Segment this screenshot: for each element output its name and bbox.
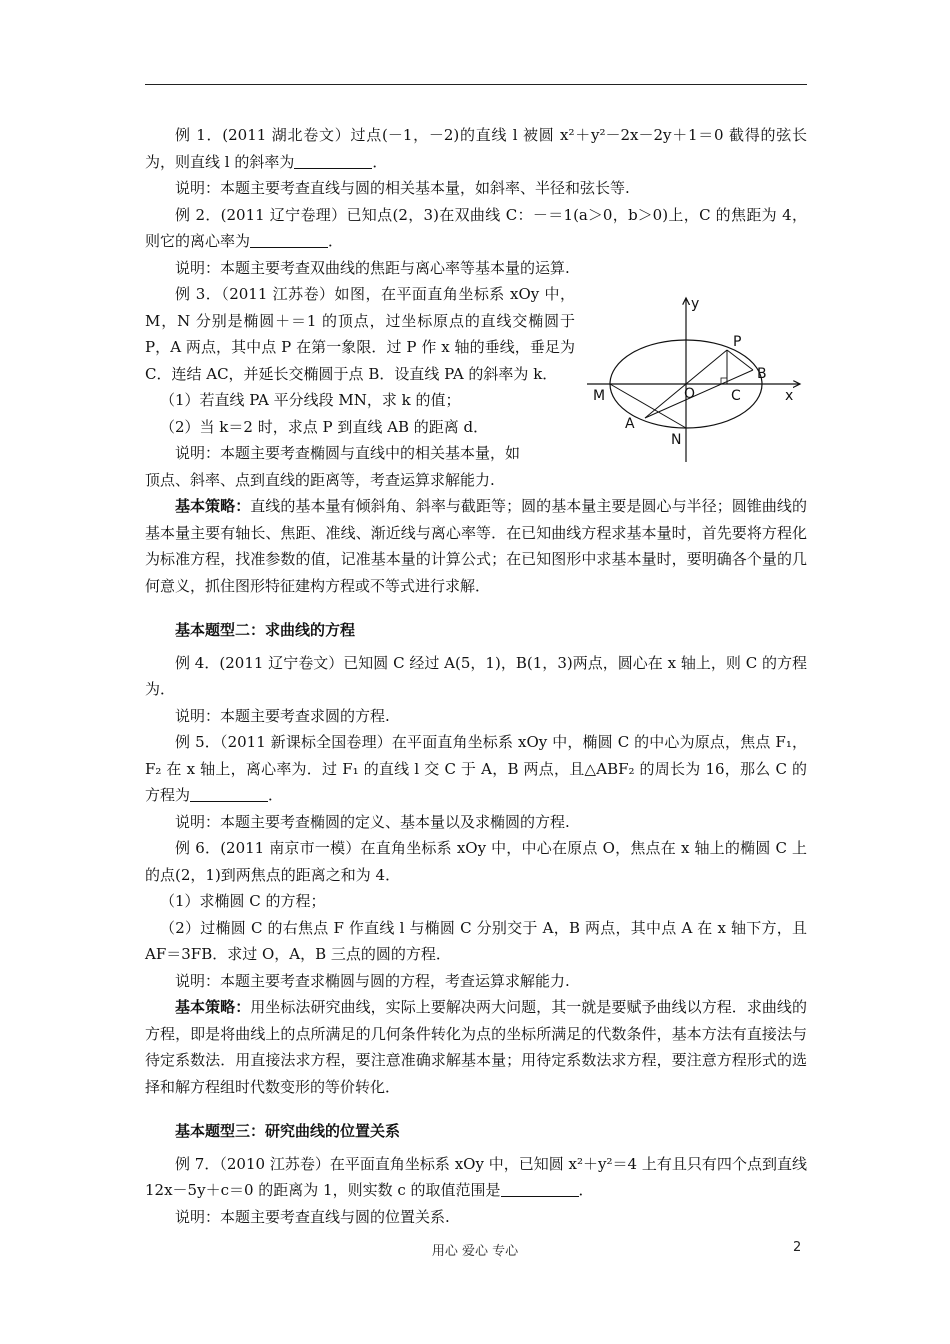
- example-3: 例 3．（2011 江苏卷）如图，在平面直角坐标系 xOy 中，M，N 分别是椭圆＋＝1 的顶点，过坐标原点的直线交椭圆于 P，A 两点，其中点 P 在第一象限．过 P 作 x 轴的垂线，垂足为 C．连结 AC，并延长交椭圆于点 B．设直线 PA 的斜率为 k．: [145, 285, 575, 383]
- document-body: [145, 122, 807, 1230]
- label-p: P: [733, 334, 742, 350]
- label-o: O: [684, 386, 696, 402]
- ellipse-figure: [585, 294, 810, 469]
- section-2-title: 基本题型二：求曲线的方程: [175, 621, 356, 639]
- example-1-note: 说明：本题主要考查直线与圆的相关基本量，如斜率、半径和弦长等.: [175, 179, 630, 197]
- example-5-note: 说明：本题主要考查椭圆的定义、基本量以及求椭圆的方程.: [175, 812, 570, 831]
- example-3-note: 说明：本题主要考查椭圆与直线中的相关基本量，如: [175, 444, 521, 462]
- example-7: 例 7．（2010 江苏卷）在平面直角坐标系 xOy 中，已知圆 x²＋y²＝4 上有且只有四个点到直线 12x－5y＋c＝0 的距离为 1，则实数 c 的取值范围是 ．: [145, 1154, 807, 1199]
- example-1: 例 1．(2011 湖北卷文）过点(－1，－2)的直线 l 被圆 x²＋y²－2x－2y＋1＝0 截得的弦长为，则直线 l 的斜率为 ．: [145, 126, 807, 171]
- example-6: 例 6．(2011 南京市一模）在直角坐标系 xOy 中，中心在原点 O，焦点在 x 轴上的椭圆 C 上的点(2，1)到两焦点的距离之和为 4．: [145, 839, 807, 884]
- label-c: C: [731, 388, 741, 404]
- strategy-2: 基本策略：用坐标法研究曲线，实际上要解决两大问题，其一就是要赋予曲线以方程．求曲线的方程，即是将曲线上的点所满足的几何条件转化为点的坐标所满足的代数条件，基本方法有直接法与待定系数法．用直接法求方程，要注意准确求解基本量；用待定系数法求方程，要注意方程形式的选择和解方程组时代数变形的等价转化．: [145, 998, 807, 1096]
- example-3-question-2: （2）当 k＝2 时，求点 P 到直线 AB 的距离 d．: [160, 417, 489, 436]
- answer-blank: [294, 152, 372, 169]
- strategy-1: 基本策略：直线的基本量有倾斜角、斜率与截距等；圆的基本量主要是圆心与半径；圆锥曲线的基本量主要有轴长、焦距、准线、渐近线与离心率等．在已知曲线方程求基本量时，首先要将方程化为标准方程，找准参数的值，记准基本量的计算公式；在已知图形中求基本量时，要明确各个量的几何意义，抓住图形特征建构方程或不等式进行求解．: [145, 497, 807, 595]
- example-2-note: 说明：本题主要考查双曲线的焦距与离心率等基本量的运算.: [175, 258, 570, 277]
- label-y: y: [691, 296, 700, 312]
- example-3-note-cont: 顶点、斜率、点到直线的距离等，考查运算求解能力.: [145, 470, 495, 489]
- example-6-note: 说明：本题主要考查求椭圆与圆的方程，考查运算求解能力.: [175, 971, 570, 990]
- strategy-label: 基本策略：: [175, 497, 251, 515]
- label-x: x: [785, 388, 794, 404]
- label-n: N: [671, 432, 682, 448]
- example-4: 例 4．(2011 辽宁卷文）已知圆 C 经过 A(5，1)，B(1，3)两点，圆心在 x 轴上，则 C 的方程为．: [145, 653, 807, 698]
- answer-blank: [190, 785, 268, 802]
- example-7-note: 说明：本题主要考查直线与圆的位置关系.: [175, 1207, 450, 1226]
- answer-blank: [501, 1180, 579, 1197]
- example-4-note: 说明：本题主要考查求圆的方程.: [175, 706, 390, 725]
- example-6-question-1: （1）求椭圆 C 的方程；: [160, 892, 326, 910]
- page-number: 2: [793, 1240, 802, 1255]
- label-m: M: [593, 388, 606, 404]
- answer-blank: [250, 231, 328, 248]
- example-2: 例 2．(2011 辽宁卷理）已知点(2，3)在双曲线 C：－＝1(a＞0，b＞0)上，C 的焦距为 4，则它的离心率为 ．: [145, 205, 807, 250]
- example-3-question-1: （1）若直线 PA 平分线段 MN，求 k 的值；: [160, 391, 461, 409]
- section-3-title: 基本题型三：研究曲线的位置关系: [175, 1122, 401, 1140]
- footer-slogan: 用心 爱心 专心: [431, 1244, 519, 1259]
- label-b: B: [757, 366, 767, 382]
- line-mn: [610, 384, 686, 428]
- label-a: A: [625, 416, 635, 432]
- header-rule: [145, 84, 807, 85]
- example-6-question-2: （2）过椭圆 C 的右焦点 F 作直线 l 与椭圆 C 分别交于 A，B 两点，其中点 A 在 x 轴下方，且 AF＝3FB．求过 O，A，B 三点的圆的方程．: [145, 918, 807, 963]
- example-5: 例 5．（2011 新课标全国卷理）在平面直角坐标系 xOy 中，椭圆 C 的中心为原点，焦点 F₁，F₂ 在 x 轴上，离心率为．过 F₁ 的直线 l 交 C 于 A，B 两点，且△ABF₂ 的周长为 16，那么 C 的方程为 ．: [145, 733, 807, 804]
- strategy-label: 基本策略：: [175, 998, 251, 1016]
